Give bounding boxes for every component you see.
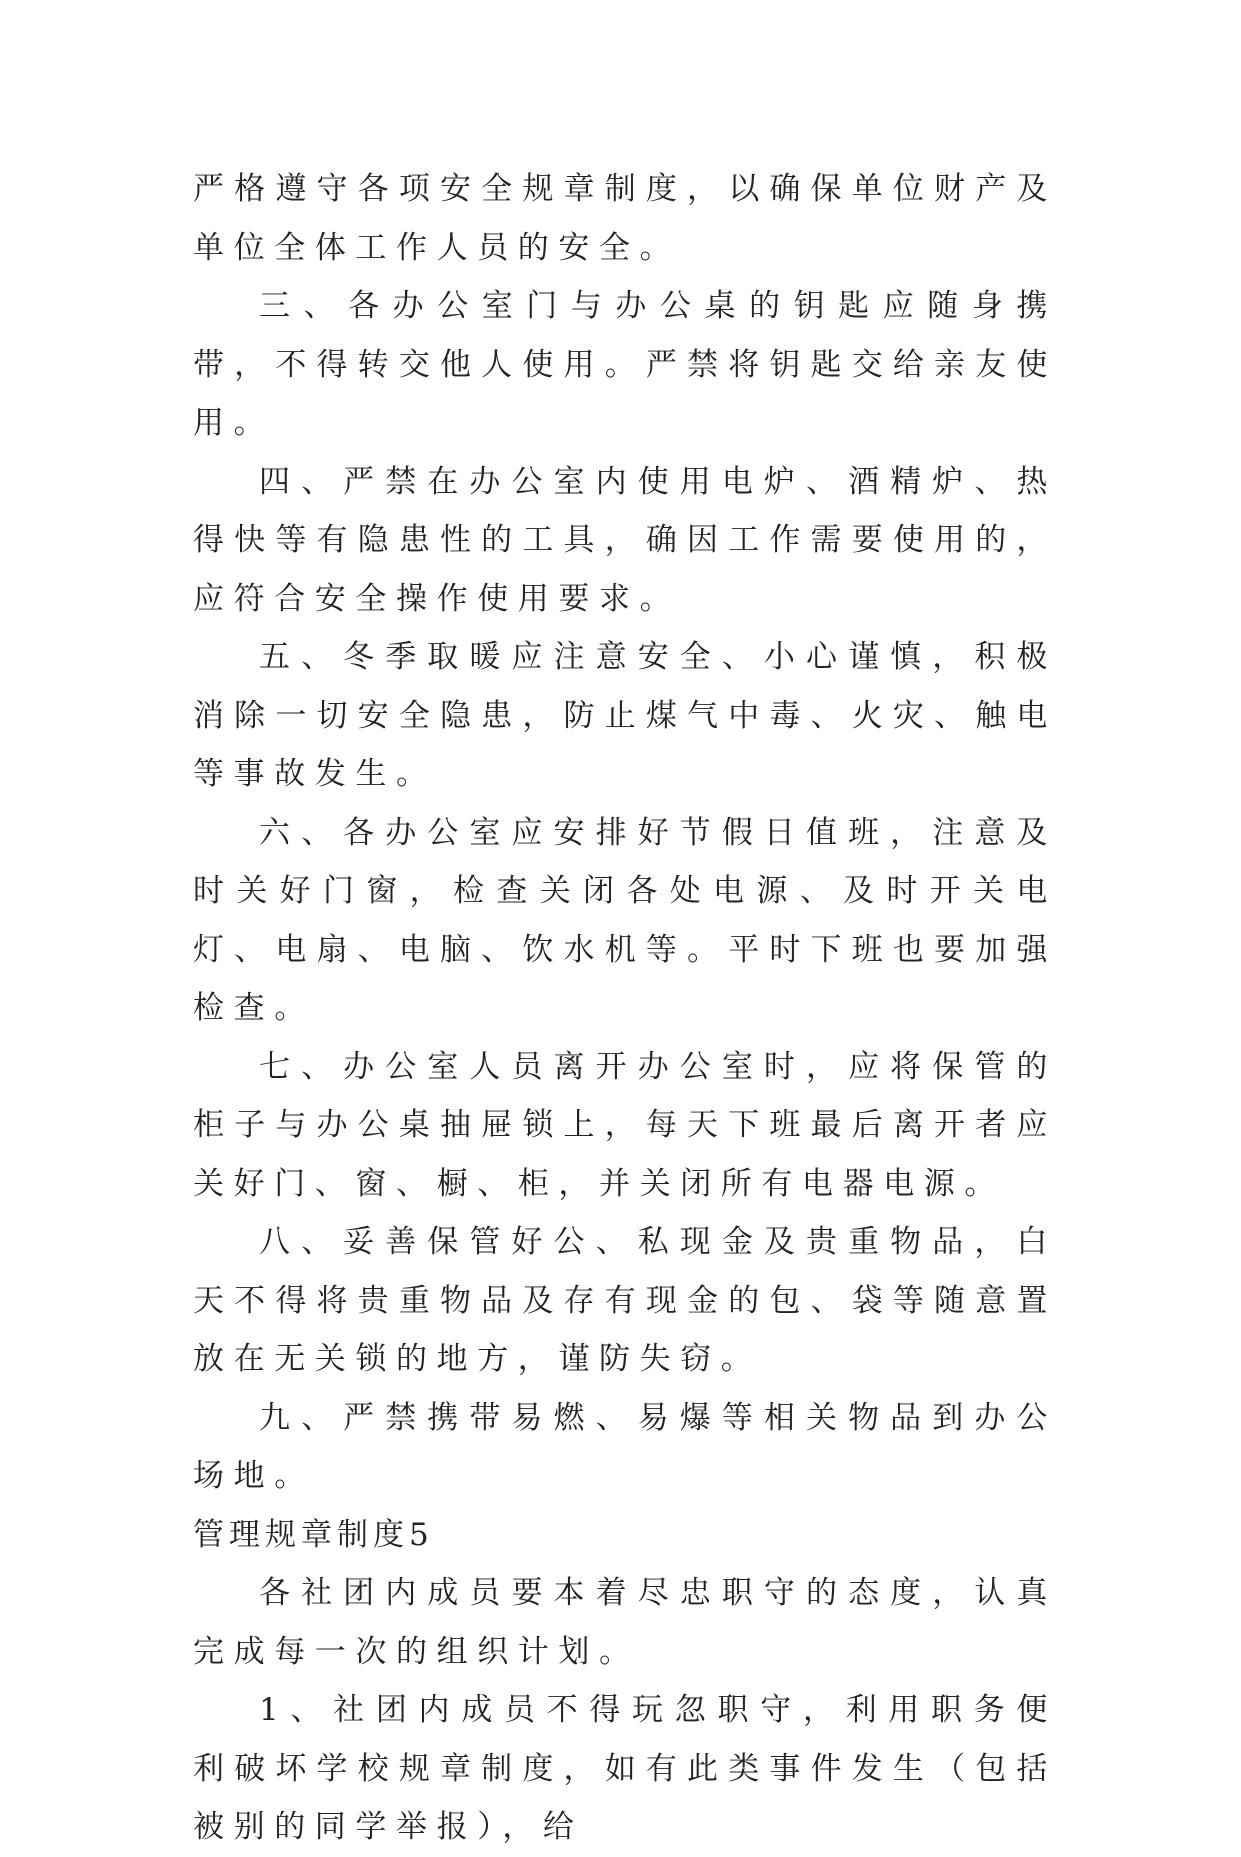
paragraph-rule-3: 三、各办公室门与办公桌的钥匙应随身携带，不得转交他人使用。严禁将钥匙交给亲友使用。	[193, 288, 1057, 441]
paragraph-intro: 严格遵守各项安全规章制度，以确保单位财产及单位全体工作人员的安全。	[193, 171, 1057, 266]
section-heading: 管理规章制度5	[193, 1516, 434, 1553]
paragraph-rule-4: 四、严禁在办公室内使用电炉、酒精炉、热得快等有隐患性的工具，确因工作需要使用的，应符合安全操作使用要求。	[193, 463, 1057, 617]
paragraph-rule-5: 五、冬季取暖应注意安全、小心谨慎，积极消除一切安全隐患，防止煤气中毒、火灾、触电等事故发生。	[193, 639, 1057, 792]
document-page	[193, 160, 1057, 1857]
paragraph-rule-7: 七、办公室人员离开办公室时，应将保管的柜子与办公桌抽屉锁上，每天下班最后离开者应关好门、窗、橱、柜，并关闭所有电器电源。	[193, 1048, 1057, 1202]
paragraph-rule-9: 九、严禁携带易燃、易爆等相关物品到办公场地。	[193, 1399, 1057, 1494]
paragraph-section-intro: 各社团内成员要本着尽忠职守的态度，认真完成每一次的组织计划。	[193, 1575, 1057, 1670]
paragraph-rule-8: 八、妥善保管好公、私现金及贵重物品，白天不得将贵重物品及存有现金的包、袋等随意置放在无关锁的地方，谨防失窃。	[193, 1224, 1057, 1377]
paragraph-rule-6: 六、各办公室应安排好节假日值班，注意及时关好门窗，检查关闭各处电源、及时开关电灯、电扇、电脑、饮水机等。平时下班也要加强检查。	[193, 814, 1057, 1026]
paragraph-section-rule-1: 1、社团内成员不得玩忽职守，利用职务便利破坏学校规章制度，如有此类事件发生（包括被别的同学举报），给	[193, 1692, 1057, 1845]
